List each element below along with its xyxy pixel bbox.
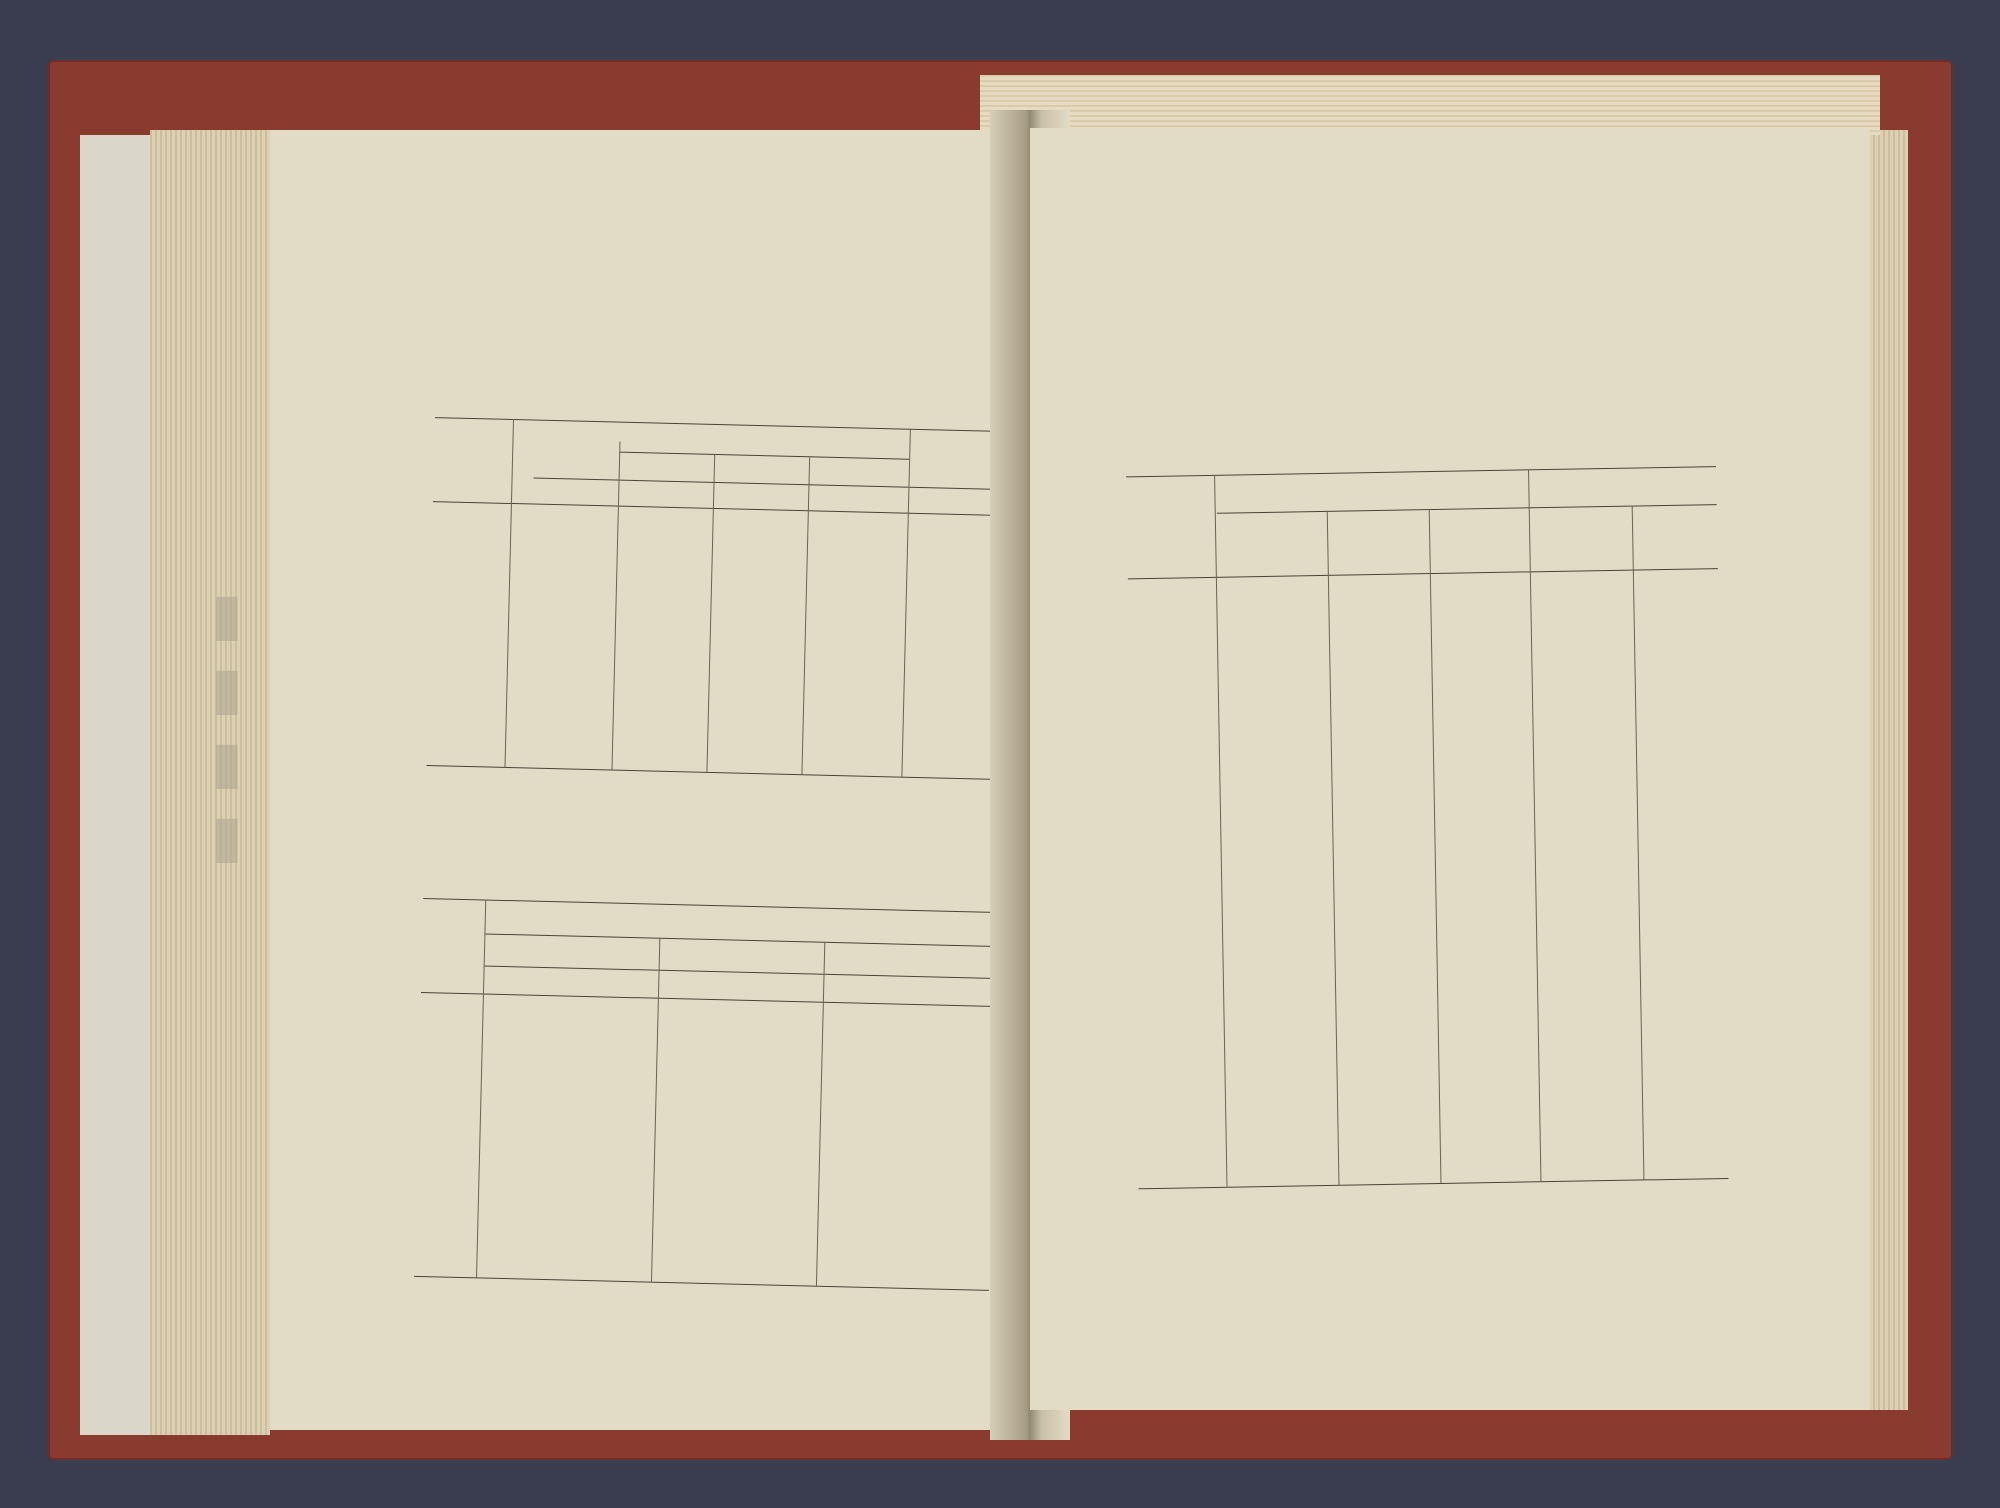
t41-q3-header — [809, 464, 904, 466]
flyleaf — [80, 135, 150, 1435]
t42-davg-header — [1632, 514, 1717, 515]
t41a-q1-column — [483, 999, 658, 1003]
t41-q3-column — [808, 518, 908, 520]
table-42 — [1126, 466, 1728, 1196]
t42-avg-header — [1432, 517, 1527, 519]
t41a-q2-column — [658, 1004, 823, 1008]
t41-age-column — [443, 509, 503, 510]
left-page-content — [238, 130, 1030, 1448]
t42-all-group-header — [1216, 476, 1516, 481]
t41-age-header — [454, 442, 494, 443]
t42-num-header — [1217, 521, 1322, 523]
t41-q2-header — [714, 462, 809, 464]
t42-years-header — [1132, 517, 1192, 518]
t41-quality-header — [625, 432, 910, 439]
t41a-quality-header — [485, 911, 998, 924]
t41-q1-header — [619, 460, 714, 462]
right-page-content — [1030, 113, 1892, 1409]
t41-maximum-header — [514, 443, 604, 445]
bleed-through-text: ▮▮▮▮ — [194, 580, 259, 876]
table-41a-caption — [419, 794, 1009, 808]
table-41 — [426, 417, 1014, 781]
t41-q2-column — [713, 516, 808, 518]
table-41-caption — [438, 311, 1023, 325]
t42-dinches-header — [1632, 544, 1717, 545]
table-42-caption — [1125, 391, 1710, 401]
t41a-q3-header — [824, 952, 997, 956]
t41-q1-column — [618, 514, 713, 516]
t41a-age-header — [438, 928, 478, 929]
left-page — [270, 130, 1030, 1430]
t41a-q1-header — [484, 943, 659, 947]
t41a-q3-column — [823, 1008, 996, 1012]
t42-inches-header — [1432, 547, 1527, 549]
t41-maximum-column — [513, 511, 613, 513]
t41a-years-header — [437, 950, 477, 951]
t42-pct-header — [1327, 517, 1427, 519]
table-41a — [414, 898, 998, 1292]
t41-volume-header — [533, 484, 1013, 496]
t41a-age-column — [421, 998, 481, 999]
t42-dnum-header — [1532, 516, 1632, 518]
t42-age-header — [1131, 497, 1191, 498]
t41-years-header — [454, 462, 494, 463]
right-page — [1030, 128, 1870, 1410]
t41a-q2-header — [659, 948, 824, 952]
t42-dom-group-header — [1531, 472, 1716, 475]
